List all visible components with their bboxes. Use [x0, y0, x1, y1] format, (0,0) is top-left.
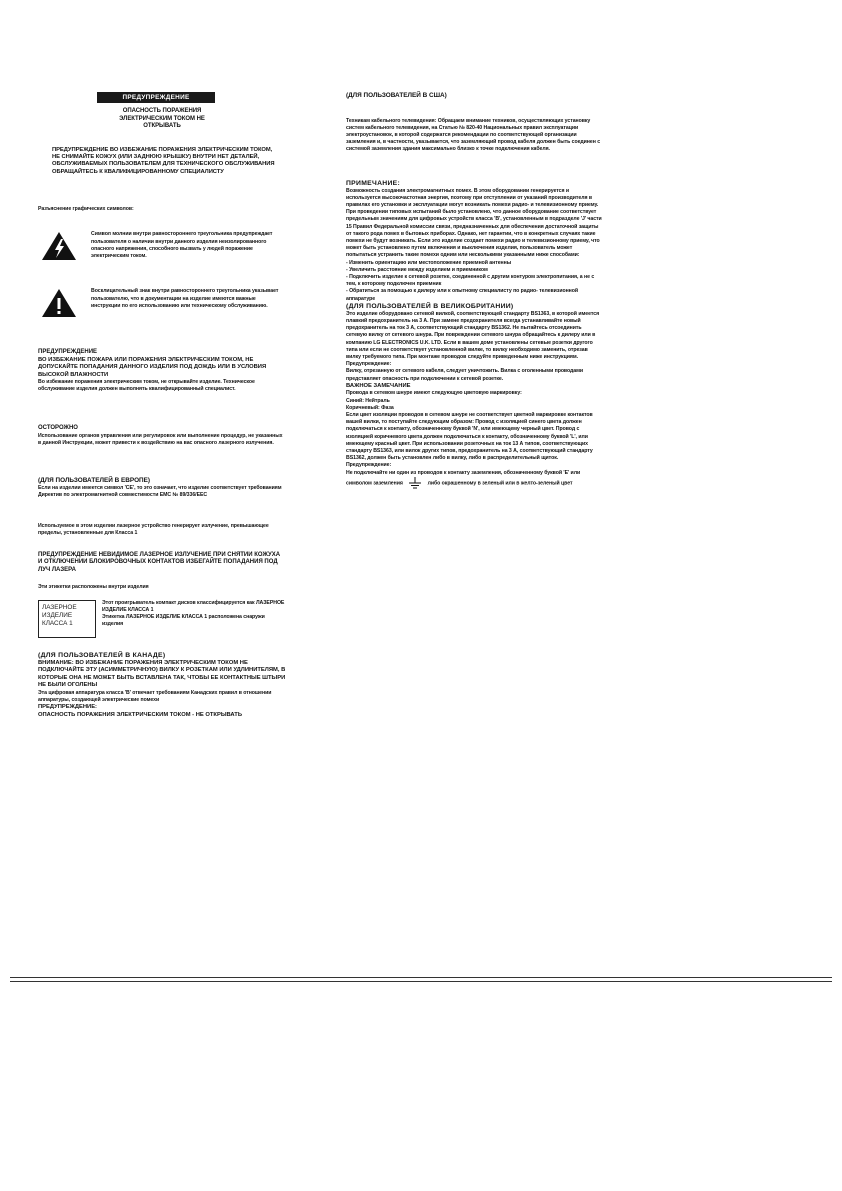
wire-brown: Коричневый: Фаза [346, 404, 394, 411]
usa-title: (ДЛЯ ПОЛЬЗОВАТЕЛЕЙ В США) [346, 92, 447, 99]
final-text-tail: либо окрашенному в зеленый или в желто-зеленый цвет [427, 480, 573, 487]
labels-heading: Эти этикетки расположены внутри изделия [38, 584, 149, 591]
shock-title: ОПАСНОСТЬ ПОРАЖЕНИЯ ЭЛЕКТРИЧЕСКИМ ТОКОМ НЕ ОТКРЫВАТЬ [119, 108, 205, 129]
laser-text-2: Этикетка ЛАЗЕРНОЕ ИЗДЕЛИЕ КЛАССА 1 расположена снаружи изделия [102, 614, 265, 628]
important-title: ВАЖНОЕ ЗАМЕЧАНИЕ [346, 382, 411, 389]
canada-warning: ВНИМАНИЕ: ВО ИЗБЕЖАНИЕ ПОРАЖЕНИЯ ЭЛЕКТРИЧЕСКИМ ТОКОМ НЕ ПОДКЛЮЧАЙТЕ ЭТУ (АСИММЕТРИЧНУЮ) ВИЛКУ К РОЗЕТКАМ ИЛИ УДЛИНИТЕЛЯМ, В КОТОРЫЕ ОНА НЕ МОЖЕТ БЫТЬ ВСТАВЛЕНА ТАК, ЧТОБЫ ЕЕ КОНТАКТНЫЕ ШТЫРИ НЕ БЫЛИ ОГОЛЕНЫ [38, 659, 286, 689]
installer-text: Техникам кабельного телевидения: Обращаем внимание техников, осуществляющих установку систем кабельного телевидения, на Статью № 820-40 Национальных правил эксплуатации электроустановок, в которой содержатся рекомендации по соответствующей организации заземления и, в частности, указывается, что заземляющий провод кабеля должен быть соединен с системой заземления здания максимально близко к точке подключения кабеля. [346, 117, 601, 153]
note-text: Возможность создания электромагнитных помех. В этом оборудовании генерируется и используется высокочастотная энергия, поэтому при отступлении от указаний производителя в правилах его установки и эксплуатации могут возникать помехи радио- и телевизионному приему. При проведении типовых испытаний было установлено, что данное оборудование соответствует предельным значениям для цифровых устройств класса 'B', установленным в подразделе 'J' части 15 Правил Федеральной комиссии связи, предназначенных для обеспечения достаточной защиты от такого рода помех в бытовых приборах. Однако, нет гарантии, что в конкретных случаях такие помехи не будут возникать. Если это изделие создает помехи радио и телевизионному приему, что может быть установлено путем включения и выключения изделия, пользователь может попытаться устранить такие помехи одним или несколькими указанными ниже способами: [346, 187, 602, 259]
uk-pre-title: Предупреждение: [346, 361, 392, 368]
cover-warning: ПРЕДУПРЕЖДЕНИЕ ВО ИЗБЕЖАНИЕ ПОРАЖЕНИЯ ЭЛЕКТРИЧЕСКИМ ТОКОМ, НЕ СНИМАЙТЕ КОЖУХ (ИЛИ ЗАДНЮЮ КРЫШКУ) ВНУТРИ НЕТ ДЕТАЛЕЙ, ОБСЛУЖИВАЕМЫХ ПОЛЬЗОВАТЕЛЕМ ДЛЯ ТЕХНИЧЕСКОГО ОБСЛУЖИВАНИЯ ОБРАЩАЙТЕСЬ К КВАЛИФИЦИРОВАННОМУ СПЕЦИАЛИСТУ [52, 146, 275, 175]
note-bullet: - Увеличить расстояние между изделием и приемником [346, 266, 488, 273]
fire-warning-title: ПРЕДУПРЕЖДЕНИЕ [38, 349, 98, 356]
uk-text: Это изделие оборудовано сетевой вилкой, соответствующей стандарту BS1363, в которой имеется плавкий предохранитель на 3 А. При замене предохранителя всегда устанавливайте новый предохранитель на ток 3 А, соответствующий стандарту BS1362. Не пытайтесь отсоединить сетевую вилку от сетевого шнура. При повреждении сетевого шнура обращайтесь к дилеру или в компанию LG ELECTRONICS U.K. LTD. Если в вашем доме установлены сетевые розетки другого типа или если не соответствует установленной вилке, то вилку необходимо заменить, отрезав вилку требуемого типа. При монтаже проводов следуйте приведенным ниже инструкциям. [346, 310, 600, 360]
exclamation-warning-icon [41, 288, 77, 318]
note-bullet: - Обратиться за помощью к дилеру или к опытному специалисту по радио- телевизионной аппаратуре [346, 288, 579, 302]
lightning-symbol-row [38, 231, 286, 266]
lightning-warning-icon [41, 231, 77, 261]
important-text: Провода в сетевом шнуре имеют следующую цветовую маркировку: [346, 390, 522, 397]
right-column [346, 92, 602, 489]
caution-title: ОСТОРОЖНО [38, 425, 78, 432]
lightning-symbol-text: Символ молнии внутри равностороннего треугольника предупреждает пользователя о наличии внутри данного изделия неизолированного опасного напряжения, способного вызвать у людей поражение электрическим током. [91, 231, 273, 259]
caution-text: Использование органов управления или регулировок или выполнение процедур, не указанных в данной Инструкции, может привести к воздействию на вас опасного лазерного излучения. [38, 432, 283, 447]
final-text [346, 470, 602, 489]
uk-pre-text: Вилку, отрезанную от сетевого кабеля, следует уничтожить. Вилка с оголенными проводами представляет опасность при подключении к сетевой розетке. [346, 368, 584, 382]
final-pre-title: Предупреждение: [346, 462, 392, 469]
warning-banner: ПРЕДУПРЕЖДЕНИЕ [97, 92, 215, 103]
fire-warning-text: Во избежание поражения электрическим током, не открывайте изделие. Техническое обслуживание изделия должен выполнять квалифицированный специалист. [38, 379, 255, 393]
europe-title: (ДЛЯ ПОЛЬЗОВАТЕЛЕЙ В ЕВРОПЕ) [38, 477, 151, 485]
final-text-main: Не подключайте ни один из проводов к контакту заземления, обозначенному буквой 'E' или символом заземления [346, 469, 581, 487]
left-column [38, 92, 286, 719]
laser-product-label: ЛАЗЕРНОЕ ИЗДЕЛИЕ КЛАССА 1 [38, 600, 96, 638]
fire-warning: ВО ИЗБЕЖАНИЕ ПОЖАРА ИЛИ ПОРАЖЕНИЯ ЭЛЕКТРИЧЕСКИМ ТОКОМ, НЕ ДОПУСКАЙТЕ ПОПАДАНИЯ ДАННОГО ИЗДЕЛИЯ ПОД ДОЖДЬ ИЛИ В УСЛОВИЯ ВЫСОКОЙ ВЛАЖНОСТИ [38, 356, 267, 378]
canada-title: (ДЛЯ ПОЛЬЗОВАТЕЛЕЙ В КАНАДЕ) [38, 651, 166, 659]
canada-text: Эта цифровая аппаратура класса 'B' отвечает требованиям Канадских правил в отношении аппаратуры, создающей электрические помехи [38, 690, 272, 704]
note-title: ПРИМЕЧАНИЕ: [346, 179, 401, 187]
note-bullet: - Подключить изделие к сетевой розетке, соединенной с другим контуром электропитания, а не с тем, к которому подключен приемник [346, 273, 595, 288]
symbols-heading: Разъяснение графических символов: [38, 206, 134, 213]
europe-text: Если на изделии имеется символ 'CE', то это означает, что изделие соответствует требованиям Директив по электромагнитной совместимости EMC № 89/336/EEC [38, 484, 282, 499]
wire-blue: Синий: Нейтраль [346, 397, 390, 404]
exclamation-symbol-row [38, 288, 286, 323]
wiring-text: Если цвет изоляции проводов в сетевом шнуре не соответствует цветной маркировке контактов вашей вилки, то поступайте следующим образом: Провод с изоляцией синего цвета должен подключаться к контакту, обозначенному буквой 'N', или имеющему черный цвет. Провод с изоляцией коричневого цвета должен подключаться к контакту, обозначенному буквой 'L', или имеющему красный цвет. При использовании розеточных на ток 13 А типов, соответствующих стандарту BS1363, или вилок других типов, предохранитель на 3 А, соответствующий стандарту BS1362, должен быть установлен либо в вилку, либо в распределительный щиток. [346, 411, 593, 462]
canada-final-warning: ОПАСНОСТЬ ПОРАЖЕНИЯ ЭЛЕКТРИЧЕСКИМ ТОКОМ - НЕ ОТКРЫВАТЬ [38, 711, 243, 718]
laser-label-row [38, 600, 286, 638]
canada-pre-title: ПРЕДУПРЕЖДЕНИЕ: [38, 704, 97, 711]
note-bullet: - Изменить ориентацию или местоположение приемной антенны [346, 259, 512, 266]
laser-text-1: Этот проигрыватель компакт дисков классифицируется как ЛАЗЕРНОЕ ИЗДЕЛИЕ КЛАССА 1 [102, 599, 285, 613]
invisible-laser-warning: ПРЕДУПРЕЖДЕНИЕ НЕВИДИМОЕ ЛАЗЕРНОЕ ИЗЛУЧЕНИЕ ПРИ СНЯТИИ КОЖУХА И ОТКЛЮЧЕНИИ БЛОКИРОВОЧНЫХ КОНТАКТОВ ИЗБЕГАЙТЕ ПОПАДАНИЯ ПОД ЛУЧ ЛАЗЕРА [38, 551, 281, 573]
class1-text: Используемое в этом изделии лазерное устройство генерирует излучение, превышающее пределы, установленные для Класса 1 [38, 523, 269, 537]
uk-title: (ДЛЯ ПОЛЬЗОВАТЕЛЕЙ В ВЕЛИКОБРИТАНИИ) [346, 302, 514, 310]
exclamation-symbol-text: Восклицательный знак внутри равностороннего треугольника указывает пользователю, что в документации на изделие имеются важные инструкции по его использованию или техническому обслуживанию. [91, 288, 279, 309]
ground-symbol-icon [408, 477, 422, 489]
page-divider [10, 977, 832, 982]
